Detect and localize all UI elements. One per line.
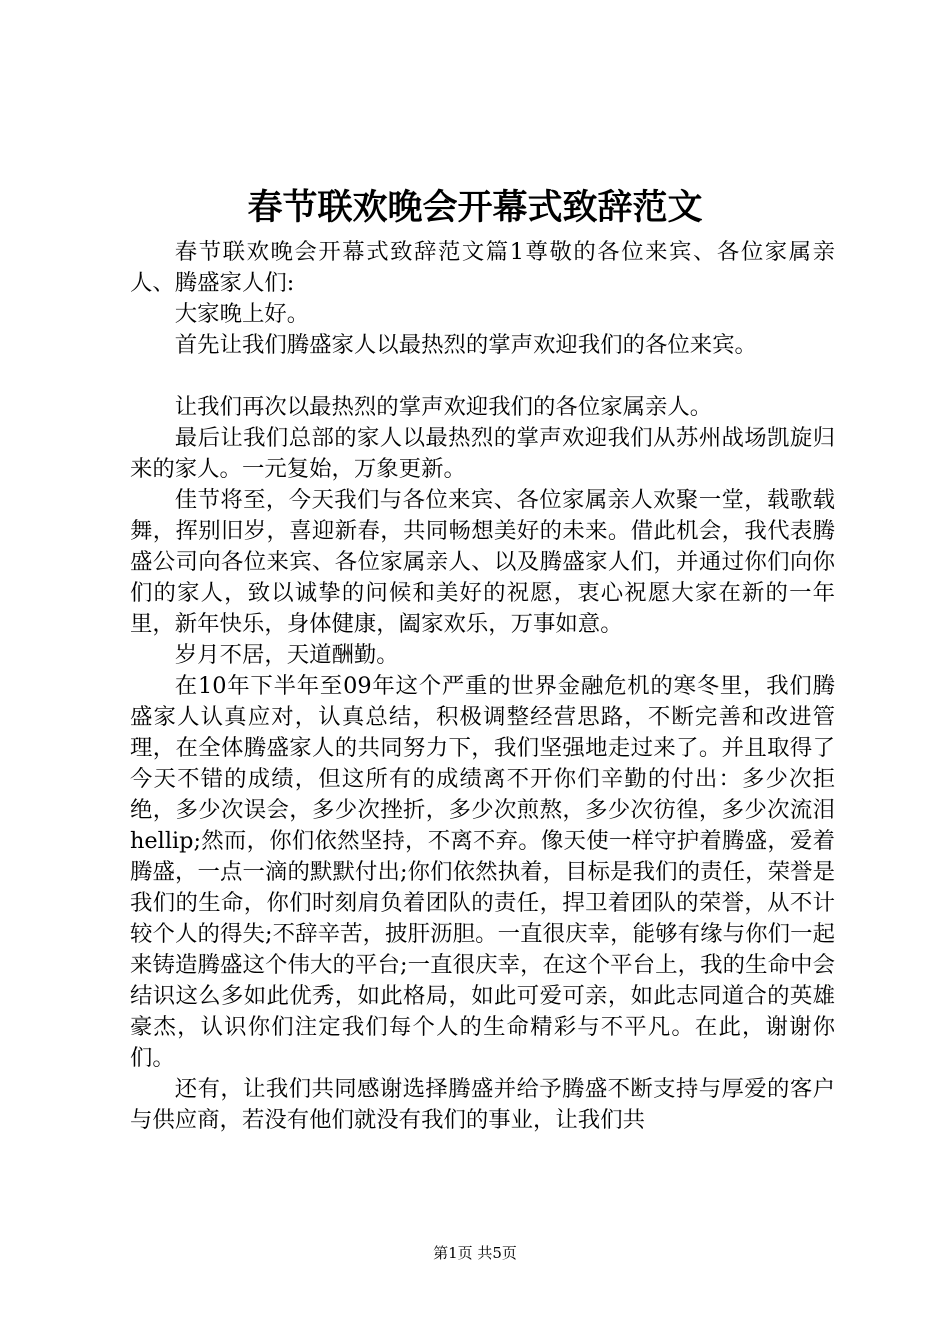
paragraph-good-evening: 大家晚上好。 (174, 301, 310, 327)
paragraph-festival-wishes: 佳节将至，今天我们与各位来宾、各位家属亲人欢聚一堂，载歌载舞，挥别旧岁，喜迎新春，共同畅想美好的未来。借此机会，我代表腾盛公司向各位来宾、各位家属亲人、以及腾盛家人们，并通过你们向你们的家人，致以诚挚的问候和美好的祝愿，衷心祝愿大家在新的一年里，新年快乐，身体健康，阖家欢乐，万事如意。 (130, 487, 835, 637)
paragraph-thank-customers: 还有，让我们共同感谢选择腾盛并给予腾盛不断支持与厚爱的客户与供应商，若没有他们就没有我们的事业，让我们共 (130, 1076, 835, 1133)
document-title: 春节联欢晚会开幕式致辞范文 (247, 187, 703, 228)
paragraph-welcome-families: 让我们再次以最热烈的掌声欢迎我们的各位家属亲人。 (174, 394, 713, 420)
paragraph-years-pass: 岁月不居，天道酬勤。 (174, 642, 399, 668)
paragraph-crisis-gratitude: 在10年下半年至09年这个严重的世界金融危机的寒冬里，我们腾盛家人认真应对，认真总结，积极调整经营思路，不断完善和改进管理，在全体腾盛家人的共同努力下，我们坚强地走过来了。并且取得了今天不错的成绩，但这所有的成绩离不开你们辛勤的付出：多少次拒绝，多少次误会，多少次挫折，多少次煎熬，多少次彷徨，多少次流泪hellip;然而，你们依然坚持，不离不弃。像天使一样守护着腾盛，爱着腾盛，一点一滴的默默付出;你们依然执着，目标是我们的责任，荣誉是我们的生命，你们时刻肩负着团队的责任，捍卫着团队的荣誉，从不计较个人的得失;不辞辛苦，披肝沥胆。一直很庆幸，能够有缘与你们一起来铸造腾盛这个伟大的平台;一直很庆幸，在这个平台上，我的生命中会结识这么多如此优秀，如此格局，如此可爱可亲，如此志同道合的英雄豪杰，认识你们注定我们每个人的生命精彩与不平凡。在此，谢谢你们。 (130, 673, 835, 1071)
paragraph-welcome-suzhou: 最后让我们总部的家人以最热烈的掌声欢迎我们从苏州战场凯旋归来的家人。一元复始，万象更新。 (130, 425, 835, 482)
paragraph-greeting: 春节联欢晚会开幕式致辞范文篇1尊敬的各位来宾、各位家属亲人、腾盛家人们: (130, 239, 835, 296)
page-number: 第1页 共5页 (433, 1244, 517, 1262)
paragraph-welcome-guests: 首先让我们腾盛家人以最热烈的掌声欢迎我们的各位来宾。 (174, 332, 757, 358)
document-body (130, 237, 835, 1136)
